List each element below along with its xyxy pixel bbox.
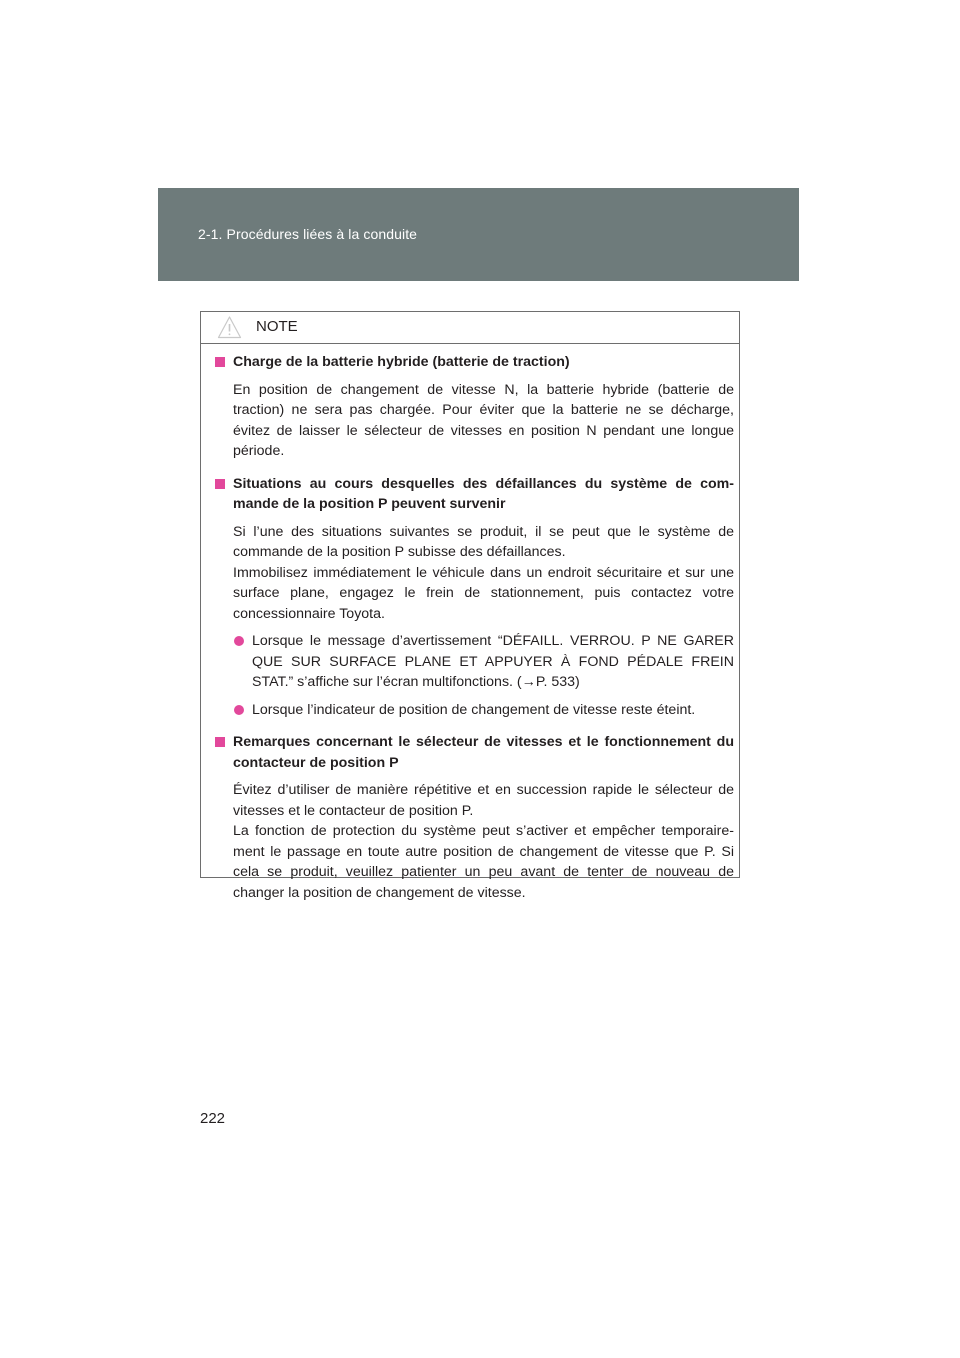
round-bullet-icon bbox=[234, 705, 244, 715]
note-label: NOTE bbox=[256, 318, 298, 335]
section-heading-shift-lever-remarks: Remarques concernant le sélecteur de vitesses et le fonctionnement du contacteur de position P bbox=[215, 732, 734, 773]
round-bullet-icon bbox=[234, 636, 244, 646]
note-body bbox=[215, 352, 734, 903]
note-header bbox=[201, 312, 739, 344]
section-header-band bbox=[158, 188, 799, 281]
list-item: Lorsque le message d’avertissement “DÉFAILL. VERROU. P NE GARER QUE SUR SURFACE PLANE ET APPUYER À FOND PÉDALE FREIN STAT.” s’affiche sur l’écran multifonctions. (→P. 533) bbox=[215, 631, 734, 693]
paragraph: Si l’une des situations suivantes se produit, il se peut que le système de commande de la position P subisse des défaillances. Immobilisez immédiatement le véhicule dans un endroit sécuritaire et sur une surface plane, engagez le frein de stationnement, puis contactez votre concessionnaire Toyota. bbox=[233, 523, 734, 622]
square-bullet-icon bbox=[215, 737, 225, 747]
paragraph: En position de changement de vitesse N, la batterie hybride (batterie de traction) ne sera pas chargée. Pour éviter que la batterie ne se décharge, évitez de laisser le sélecteur de vitesses en position N pendant une longue période. bbox=[233, 381, 734, 459]
section-heading-battery-charge: Charge de la batterie hybride (batterie de traction) bbox=[215, 352, 734, 373]
section-title: 2-1. Procédures liées à la conduite bbox=[198, 226, 418, 242]
square-bullet-icon bbox=[215, 357, 225, 367]
page-number: 222 bbox=[200, 1110, 226, 1127]
list-item: Lorsque l’indicateur de position de changement de vitesse reste éteint. bbox=[215, 700, 734, 721]
paragraph: Évitez d’utiliser de manière répétitive et en succession rapide le sélecteur de vitesses et le contacteur de position P. La fonction de protection du système peut s’activer et empêcher temporairement le passage en toute autre position de changement de vitesse que P. Si cela se produit, veuillez patienter un peu avant de tenter de nouveau de changer la position de changement de vitesse. bbox=[233, 782, 734, 901]
square-bullet-icon bbox=[215, 479, 225, 489]
note-box bbox=[200, 311, 740, 901]
section-heading-p-position-failures: Situations au cours desquelles des défaillances du système de commande de la position P peuvent survenir bbox=[215, 474, 734, 515]
warning-triangle-icon bbox=[217, 315, 242, 340]
